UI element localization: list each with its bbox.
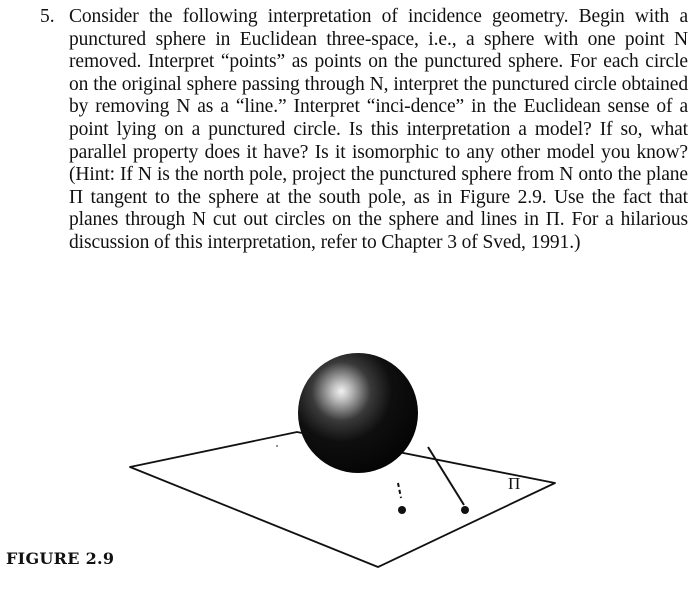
scan-speck	[276, 445, 278, 447]
exercise-text: Consider the following interpretation of incidence geometry. Begin with a punctured sphere in Euclidean three-space, i.e., a sphere with one point N removed. Interpret “points” as points on the punctured sphere. For each circle on the original sphere passing through N, interpret the punctured circle obtained by removing N as a “line.” Interpret “inci-dence” in the Euclidean sense of a point lying on a punctured circle. Is this interpretation a model? If so, what parallel property does it have? Is it isomorphic to any other model you know? (Hint: If N is the north pole, project the punctured sphere from N onto the plane Π tangent to the sphere at the south pole, as in Figure 2.9. Use the fact that planes through N cut out circles on the sphere and lines in Π. For a hilarious discussion of this interpretation, refer to Chapter 3 of Sved, 1991.)	[69, 6, 688, 253]
exercise-number: 5.	[40, 6, 55, 27]
figure-caption: FIGURE 2.9	[6, 549, 115, 568]
projected-point-left	[398, 506, 406, 514]
projected-point-right	[461, 506, 469, 514]
sphere	[298, 353, 418, 473]
plane-pi-label: Π	[508, 474, 521, 493]
